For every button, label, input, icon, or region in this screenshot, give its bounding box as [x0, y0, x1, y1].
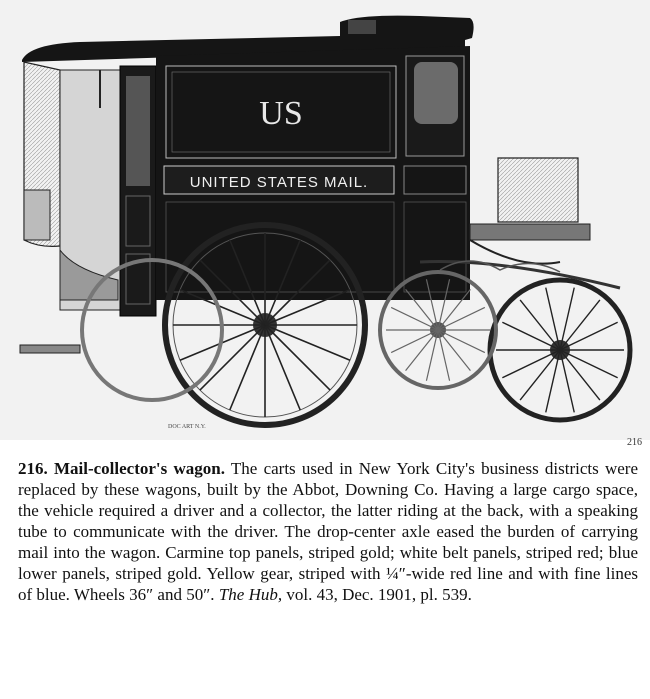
wheel-spoke	[502, 350, 560, 378]
caption-number: 216.	[18, 459, 48, 478]
plate-number: 216	[627, 437, 642, 448]
wheel-spoke	[560, 350, 618, 378]
wheel-spoke	[391, 307, 438, 330]
wheel-spoke	[560, 322, 618, 350]
seat-brace	[470, 240, 560, 264]
driver-seat-back	[498, 158, 578, 222]
caption-source-title: The Hub,	[218, 585, 283, 604]
wheel-spoke	[265, 325, 330, 390]
caption-source-detail: vol. 43, Dec. 1901, pl. 539.	[282, 585, 472, 604]
front-wheel	[490, 280, 630, 420]
rear-step	[20, 345, 80, 353]
driver-seat	[470, 224, 590, 240]
wheel-spoke	[438, 330, 485, 353]
roof-vent	[348, 20, 376, 34]
wheel-spoke	[200, 325, 265, 390]
wheel-spoke	[438, 307, 485, 330]
wheel-spoke	[391, 330, 438, 353]
caption-body: The carts used in New York City's business districts were replaced by these wagons, built by the Abbot, Downing Co. Having a large cargo space, the vehicle required a driver and a collector, the latter riding at the back, with a speaking tube to communicate with the driver. The drop-center axle eased the burden of carrying mail into the wagon. Carmine top panels, striped gold; white belt panels, striped red; blue lower panels, striped gold. Yellow gear, striped with ¼″-wide red line and with fine lines of blue. Wheels 36″ and 50″.	[18, 459, 639, 604]
front-window	[414, 62, 458, 124]
us-monogram: US	[259, 95, 303, 132]
rear-seat-panel	[24, 190, 50, 240]
artist-signature: DOC ART N.Y.	[168, 424, 206, 430]
rear-door-window	[126, 76, 150, 186]
panel-lettering: UNITED STATES MAIL.	[189, 174, 369, 191]
caption-title: Mail-collector's wagon.	[53, 459, 225, 478]
caption	[18, 458, 638, 605]
rear-wheel	[165, 225, 365, 425]
wheel-spoke	[502, 322, 560, 350]
